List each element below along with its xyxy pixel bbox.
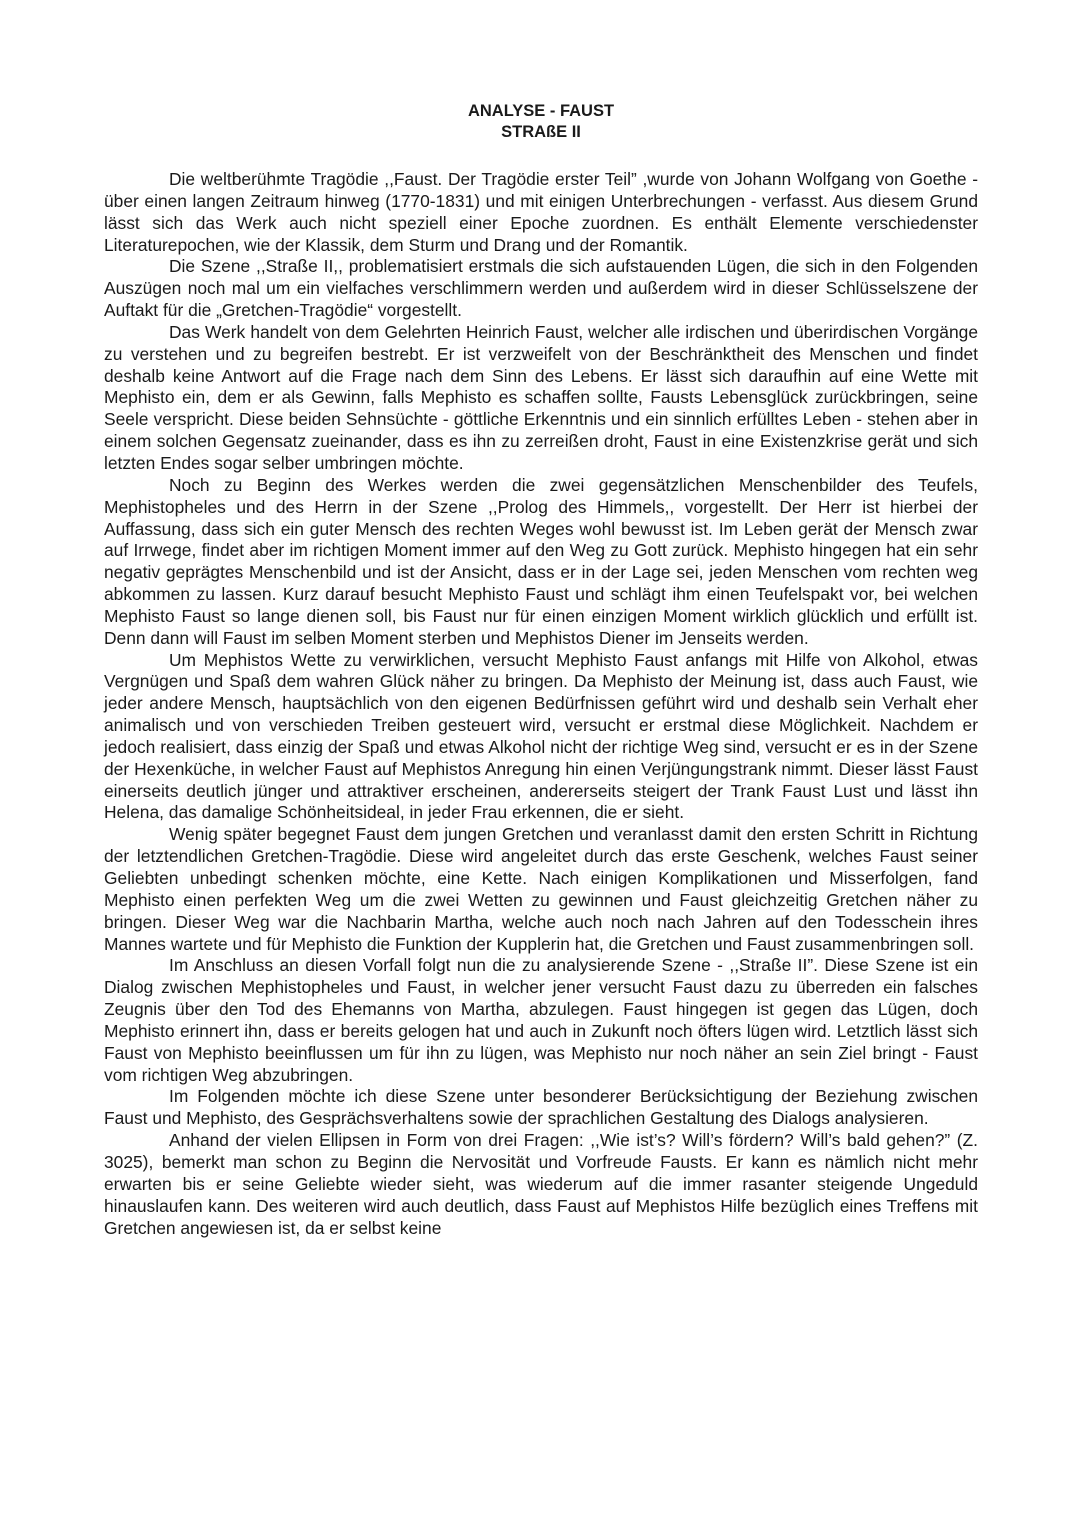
document-page — [104, 101, 978, 1239]
paragraph-gretchen: Wenig später begegnet Faust dem jungen Gretchen und veranlasst damit den ersten Schritt in Richtung der letztendlichen Gretchen-Tragödie. Diese wird angeleitet durch das erste Geschenk, welches Faust seiner Geliebten unbedingt schenken möchte, eine Kette. Nach einigen Komplikationen und Misserfolgen, fand Mephisto einen perfekten Weg um die zwei Wetten zu gewinnen und Faust gleichzeitig Gretchen näher zu bringen. Dieser Weg war die Nachbarin Martha, welche auch noch nach Jahren auf den Todesschein ihres Mannes wartete und für Mephisto die Funktion der Kupplerin hat, die Gretchen und Faust zusammenbringen soll. — [104, 824, 978, 954]
paragraph-intro: Die weltberühmte Tragödie ,,Faust. Der Tragödie erster Teil” ,wurde von Johann Wolfgang von Goethe - über einen langen Zeitraum hinweg (1770-1831) und mit einigen Unterbrechungen - verfasst. Aus diesem Grund lässt sich das Werk auch nicht speziell einer Epoche zuordnen. Es enthält Elemente verschiedenster Literaturepochen, wie der Klassik, dem Sturm und Drang und der Romantik. — [104, 169, 978, 255]
paragraph-plot: Das Werk handelt von dem Gelehrten Heinrich Faust, welcher alle irdischen und überirdischen Vorgänge zu verstehen und zu begreifen bestrebt. Er ist verzweifelt von der Beschränktheit des Menschen und findet deshalb keine Antwort auf die Frage nach dem Sinn des Lebens. Er lässt sich daraufhin auf eine Wette mit Mephisto ein, dem er als Gewinn, falls Mephisto es schaffen sollte, Fausts Lebensglück zurückbringen, seine Seele verspricht. Diese beiden Sehnsüchte - göttliche Erkenntnis und ein sinnlich erfülltes Leben - stehen aber in einem solchen Gegensatz zueinander, dass es ihn zu zerreißen droht, Faust in eine Existenzkrise gerät und sich letzten Endes sogar selber umbringen möchte. — [104, 321, 978, 473]
paragraph-scene-intro: Die Szene ,,Straße II,, problematisiert erstmals die sich aufstauenden Lügen, die sich in den Folgenden Auszügen noch mal um ein vielfaches verschlimmern werden und außerdem wird in dieser Schlüsselszene der Auftakt für die „Gretchen-Tragödie“ vorgestellt. — [104, 256, 978, 321]
paragraph-strasse: Im Anschluss an diesen Vorfall folgt nun die zu analysierende Szene - ,,Straße II”. Diese Szene ist ein Dialog zwischen Mephistopheles und Faust, in welcher jener versucht Faust dazu zu überreden ein falsches Zeugnis über den Tod des Ehemanns von Martha, abzulegen. Faust hingegen ist gegen das Lügen, doch Mephisto erinnert ihn, dass er bereits gelogen hat und auch in Zukunft noch öfters lügen wird. Letztlich lässt sich Faust von Mephisto beeinflussen um für ihn zu lügen, was Mephisto nur noch näher an sein Ziel bringt - Faust vom richtigen Weg abzubringen. — [104, 955, 978, 1085]
document-subtitle: STRAßE II — [501, 123, 581, 141]
paragraph-thesis: Im Folgenden möchte ich diese Szene unter besonderer Berücksichtigung der Beziehung zwischen Faust und Mephisto, des Gesprächsverhaltens sowie der sprachlichen Gestaltung des Dialogs analysieren. — [104, 1086, 978, 1129]
document-title: ANALYSE - FAUST — [467, 102, 615, 120]
paragraph-prolog: Noch zu Beginn des Werkes werden die zwei gegensätzlichen Menschenbilder des Teufels, Mephistopheles und des Herrn in der Szene ,,Prolog des Himmels,, vorgestellt. Der Herr ist hierbei der Auffassung, dass sich ein guter Mensch des rechten Weges wohl bewusst ist. Im Leben gerät der Mensch zwar auf Irrwege, findet aber im richtigen Moment immer auf den Weg zu Gott zurück. Mephisto hingegen hat ein sehr negativ geprägtes Menschenbild und ist der Ansicht, dass er in der Lage sei, jeden Menschen vom rechten weg abkommen zu lassen. Kurz darauf besucht Mephisto Faust und schlägt ihm einen Teufelspakt vor, bei welchen Mephisto Faust so lange dienen soll, bis Faust nur für einen einzigen Moment wirklich glücklich und erfüllt ist. Denn dann will Faust im selben Moment sterben und Mephistos Diener im Jenseits werden. — [104, 474, 978, 648]
paragraph-analysis: Anhand der vielen Ellipsen in Form von drei Fragen: ,,Wie ist’s? Will’s fördern? Will’s bald gehen?” (Z. 3025), bemerkt man schon zu Beginn die Nervosität und Vorfreude Fausts. Er kann es nämlich nicht mehr erwarten bis er seine Geliebte wieder sieht, was wiederum auf die immer rasanter steigende Ungeduld hinauslaufen kann. Des weiteren wird auch deutlich, dass Faust auf Mephistos Hilfe bezüglich eines Treffens mit Gretchen angewiesen ist, da er selbst keine — [104, 1130, 978, 1238]
paragraph-wette: Um Mephistos Wette zu verwirklichen, versucht Mephisto Faust anfangs mit Hilfe von Alkohol, etwas Vergnügen und Spaß dem wahren Glück näher zu bringen. Da Mephisto der Meinung ist, dass auch Faust, wie jeder andere Mensch, hauptsächlich von den eigenen Bedürfnissen geführt wird und deshalb sein Verhalt eher animalisch und von verschieden Treiben gesteuert wird, versucht er erstmal diese Möglichkeit. Nachdem er jedoch realisiert, dass einzig der Spaß und etwas Alkohol nicht der richtige Weg sind, versucht er es in der Szene der Hexenküche, in welcher Faust auf Mephistos Anregung hin einen Verjüngungstrank nimmt. Dieser lässt Faust einerseits deutlich jünger und attraktiver erscheinen, andererseits steigert der Trank Faust Lust und lässt ihn Helena, das damalige Schönheitsideal, in jeder Frau erkennen, die er sieht. — [104, 649, 978, 823]
title-block — [104, 101, 978, 143]
